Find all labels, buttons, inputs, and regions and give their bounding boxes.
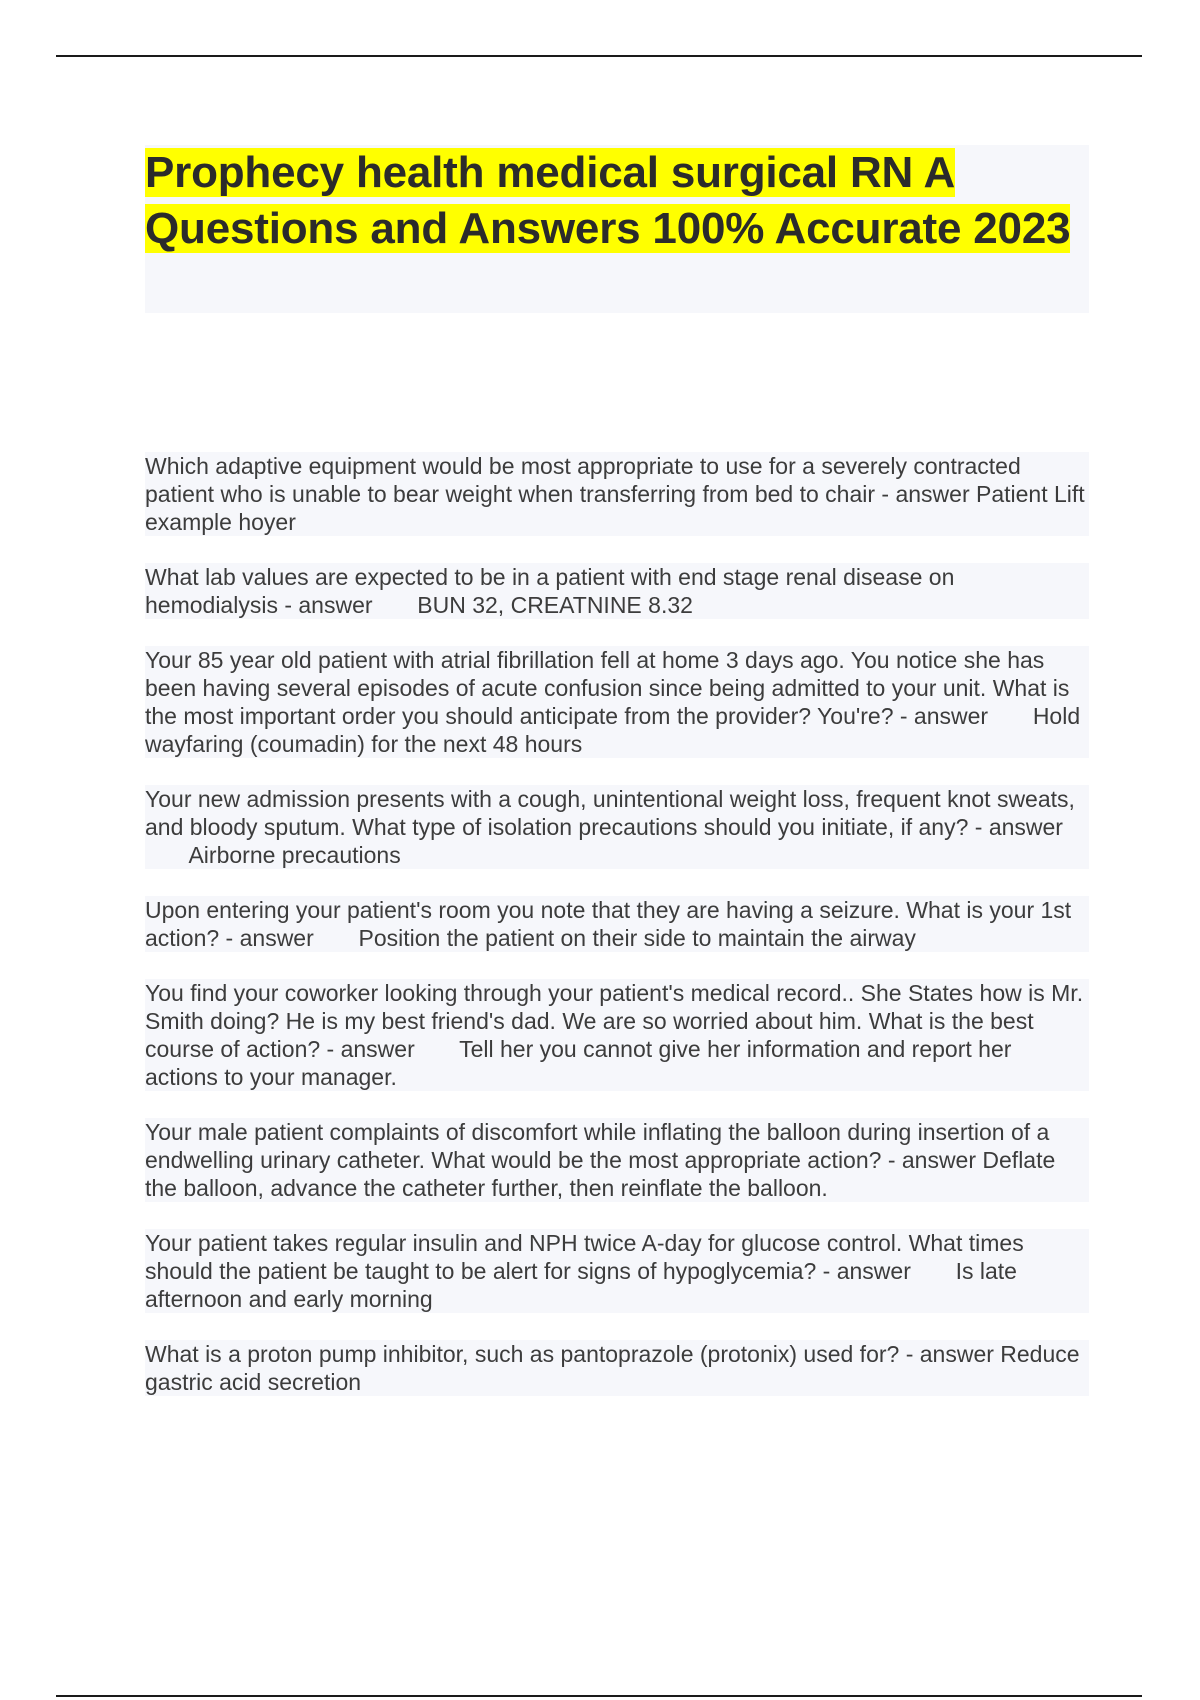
qa-item (145, 1229, 1089, 1313)
qa-item (145, 1340, 1089, 1396)
qa-answer: Position the patient on their side to maintain the airway (358, 925, 916, 951)
qa-question: Your new admission presents with a cough, unintentional weight loss, frequent knot sweats, and bloody sputum. What type of isolation precautions should you initiate, if any? - answer (145, 786, 1075, 840)
footer-rule (56, 1695, 1142, 1697)
qa-question: Your patient takes regular insulin and NPH twice A-day for glucose control. What times should the patient be taught to be alert for signs of hypoglycemia? - answer (145, 1230, 1024, 1284)
qa-answer: Patient Lift example hoyer (145, 481, 1085, 535)
qa-answer: Reduce gastric acid secretion (145, 1341, 1080, 1395)
qa-list (145, 452, 1089, 1423)
qa-answer: Tell her you cannot give her information and report her actions to your manager. (145, 1036, 1012, 1090)
qa-answer: Is late afternoon and early morning (145, 1258, 1017, 1312)
qa-item (145, 979, 1089, 1091)
title-highlight: Prophecy health medical surgical RN A Questions and Answers 100% Accurate 2023 (145, 148, 1071, 253)
qa-answer: BUN 32, CREATNINE 8.32 (417, 592, 693, 618)
qa-answer: Hold wayfaring (coumadin) for the next 48 hours (145, 703, 1081, 757)
qa-question: Upon entering your patient's room you note that they are having a seizure. What is your 1st action? - answer (145, 897, 1072, 951)
qa-question: You find your coworker looking through your patient's medical record.. She States how is Mr. Smith doing? He is my best friend's dad. We are so worried about him. What is the best course of action? - answer (145, 980, 1084, 1062)
title-block (145, 145, 1089, 313)
header-rule (56, 55, 1142, 57)
qa-question: Your male patient complaints of discomfort while inflating the balloon during insertion of a endwelling urinary catheter. What would be the most appropriate action? - answer (145, 1119, 1050, 1173)
qa-item (145, 785, 1089, 869)
qa-question: What is a proton pump inhibitor, such as pantoprazole (protonix) used for? - answer (145, 1341, 994, 1367)
qa-item (145, 563, 1089, 619)
qa-item (145, 646, 1089, 758)
document-title (145, 145, 1089, 257)
qa-item (145, 896, 1089, 952)
qa-question: What lab values are expected to be in a patient with end stage renal disease on hemodialysis - answer (145, 564, 955, 618)
qa-item (145, 1118, 1089, 1202)
qa-question: Which adaptive equipment would be most appropriate to use for a severely contracted patient who is unable to bear weight when transferring from bed to chair - answer (145, 453, 1021, 507)
qa-question: Your 85 year old patient with atrial fibrillation fell at home 3 days ago. You notice she has been having several episodes of acute confusion since being admitted to your unit. What is the most important order you should anticipate from the provider? You're? - answer (145, 647, 1070, 729)
qa-item (145, 452, 1089, 536)
qa-answer: Airborne precautions (188, 842, 401, 868)
qa-answer: Deflate the balloon, advance the catheter further, then reinflate the balloon. (145, 1147, 1056, 1201)
